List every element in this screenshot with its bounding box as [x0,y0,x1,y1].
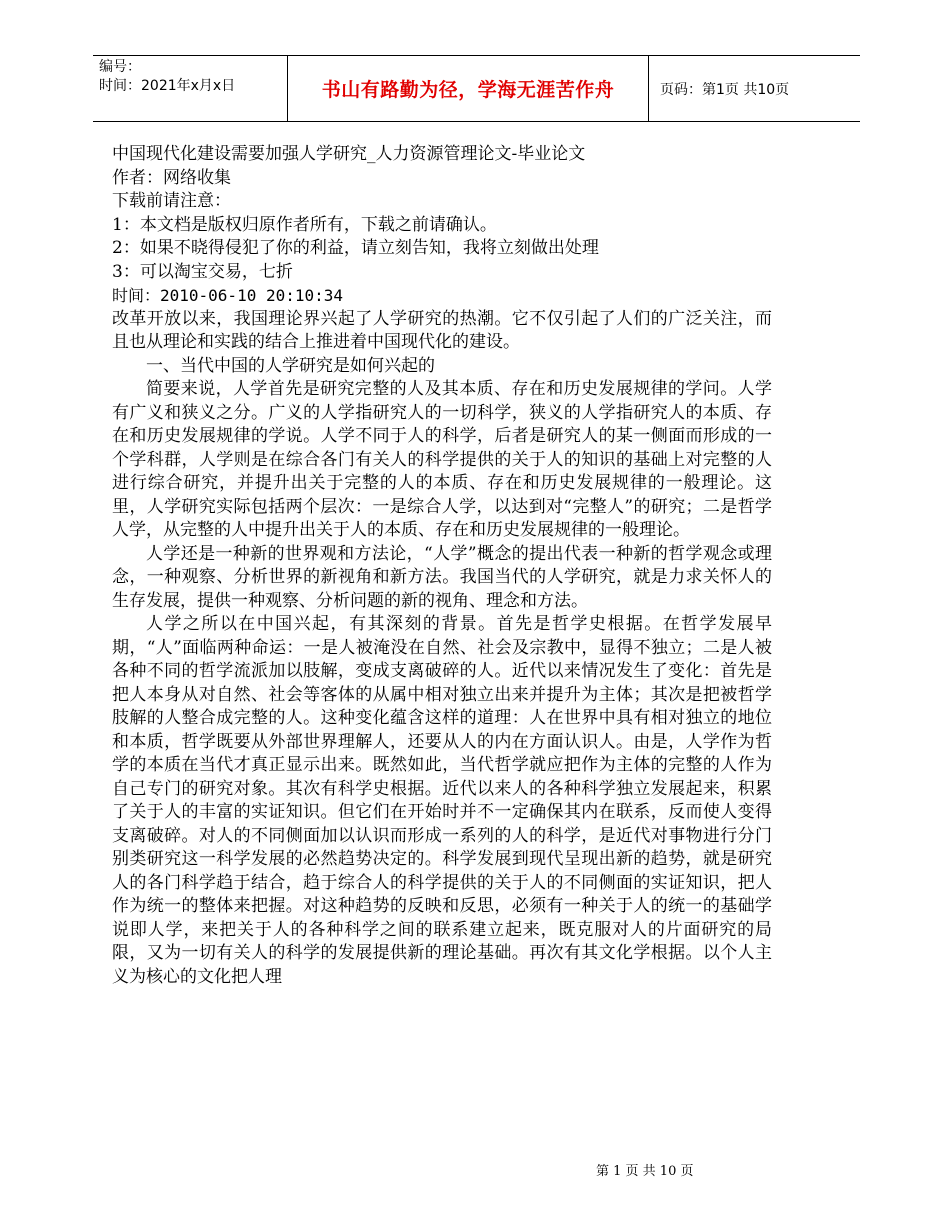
header-meta [99,58,284,96]
page-footer: 第 1 页 共 10 页 [596,1164,694,1179]
notice-item-3: 3：可以淘宝交易，七折 [112,261,293,282]
notice-heading: 下载前请注意： [112,191,231,211]
doc-author: 作者：网络收集 [112,167,231,188]
header-bottom-rule [93,121,860,122]
section-heading: 一、当代中国的人学研究是如何兴起的 [146,355,435,376]
doc-title: 中国现代化建设需要加强人学研究_人力资源管理论文-毕业论文 [112,144,586,164]
notice-item-2: 2：如果不晓得侵犯了你的利益，请立刻告知，我将立刻做出处理 [112,238,599,258]
doc-time-label: 时间：2021年x月x日 [99,78,236,94]
document-body [112,143,772,989]
body-paragraph-3: 人学之所以在中国兴起，有其深刻的背景。首先是哲学史根据。在哲学发展早期，“人”面临两种命运：一是人被淹没在自然、社会及宗教中，显得不独立；二是人被各种不同的哲学流派加以肢解，变成支离破碎的人。近代以来情况发生了变化：首先是把人本身从对自然、社会等客体的从属中相对独立出来并提升为主体；其次是把被哲学肢解的人整合成完整的人。这种变化蕴含这样的道理：人在世界中具有相对独立的地位和本质，哲学既要从外部世界理解人，还要从人的内在方面认识人。由是，人学作为哲学的本质在当代才真正显示出来。既然如此，当代哲学就应把作为主体的完整的人作为自己专门的研究对象。其次有科学史根据。近代以来人的各种科学独立发展起来，积累了关于人的丰富的实证知识。但它们在开始时并不一定确保其内在联系，反而使人变得支离破碎。对人的不同侧面加以认识而形成一系列的人的科学，是近代对事物进行分门别类研究这一科学发展的必然趋势决定的。科学发展到现代呈现出新的趋势，就是研究人的各门科学趋于结合，趋于综合人的科学提供的关于人的不同侧面的实证知识，把人作为统一的整体来把握。对这种趋势的反映和反思，必须有一种关于人的统一的基础学说即人学，来把关于人的各种科学之间的联系建立起来，既克服对人的片面研究的局限，又为一切有关人的科学的发展提供新的理论基础。再次有其文化学根据。以个人主义为核心的文化把人理 [112,614,772,987]
header-page-info: 页码：第1页 共10页 [660,82,790,98]
doc-timestamp: 时间：2010-06-10 20:10:34 [112,286,344,305]
intro-paragraph: 改革开放以来，我国理论界兴起了人学研究的热潮。它不仅引起了人们的广泛关注，而且也从理论和实践的结合上推进着中国现代化的建设。 [112,308,772,352]
header-motto-box [287,55,649,121]
body-paragraph-1: 简要来说，人学首先是研究完整的人及其本质、存在和历史发展规律的学问。人学有广义和狭义之分。广义的人学指研究人的一切科学，狭义的人学指研究人的本质、存在和历史发展规律的学说。人学不同于人的科学，后者是研究人的某一侧面而形成的一个学科群，人学则是在综合各门有关人的科学提供的关于人的知识的基础上对完整的人进行综合研究，并提升出关于完整的人的本质、存在和历史发展规律的一般理论。这里，人学研究实际包括两个层次：一是综合人学，以达到对“完整人”的研究；二是哲学人学，从完整的人中提升出关于人的本质、存在和历史发展规律的一般理论。 [112,379,772,540]
doc-number-label: 编号： [99,59,141,75]
body-paragraph-2: 人学还是一种新的世界观和方法论，“人学”概念的提出代表一种新的哲学观念或理念，一种观察、分析世界的新视角和新方法。我国当代的人学研究，就是力求关怀人的生存发展，提供一种观察、分析问题的新的视角、理念和方法。 [112,543,772,611]
notice-item-1: 1：本文档是版权归原作者所有，下载之前请确认。 [112,214,497,235]
motto-text: 书山有路勤为径，学海无涯苦作舟 [321,78,615,101]
